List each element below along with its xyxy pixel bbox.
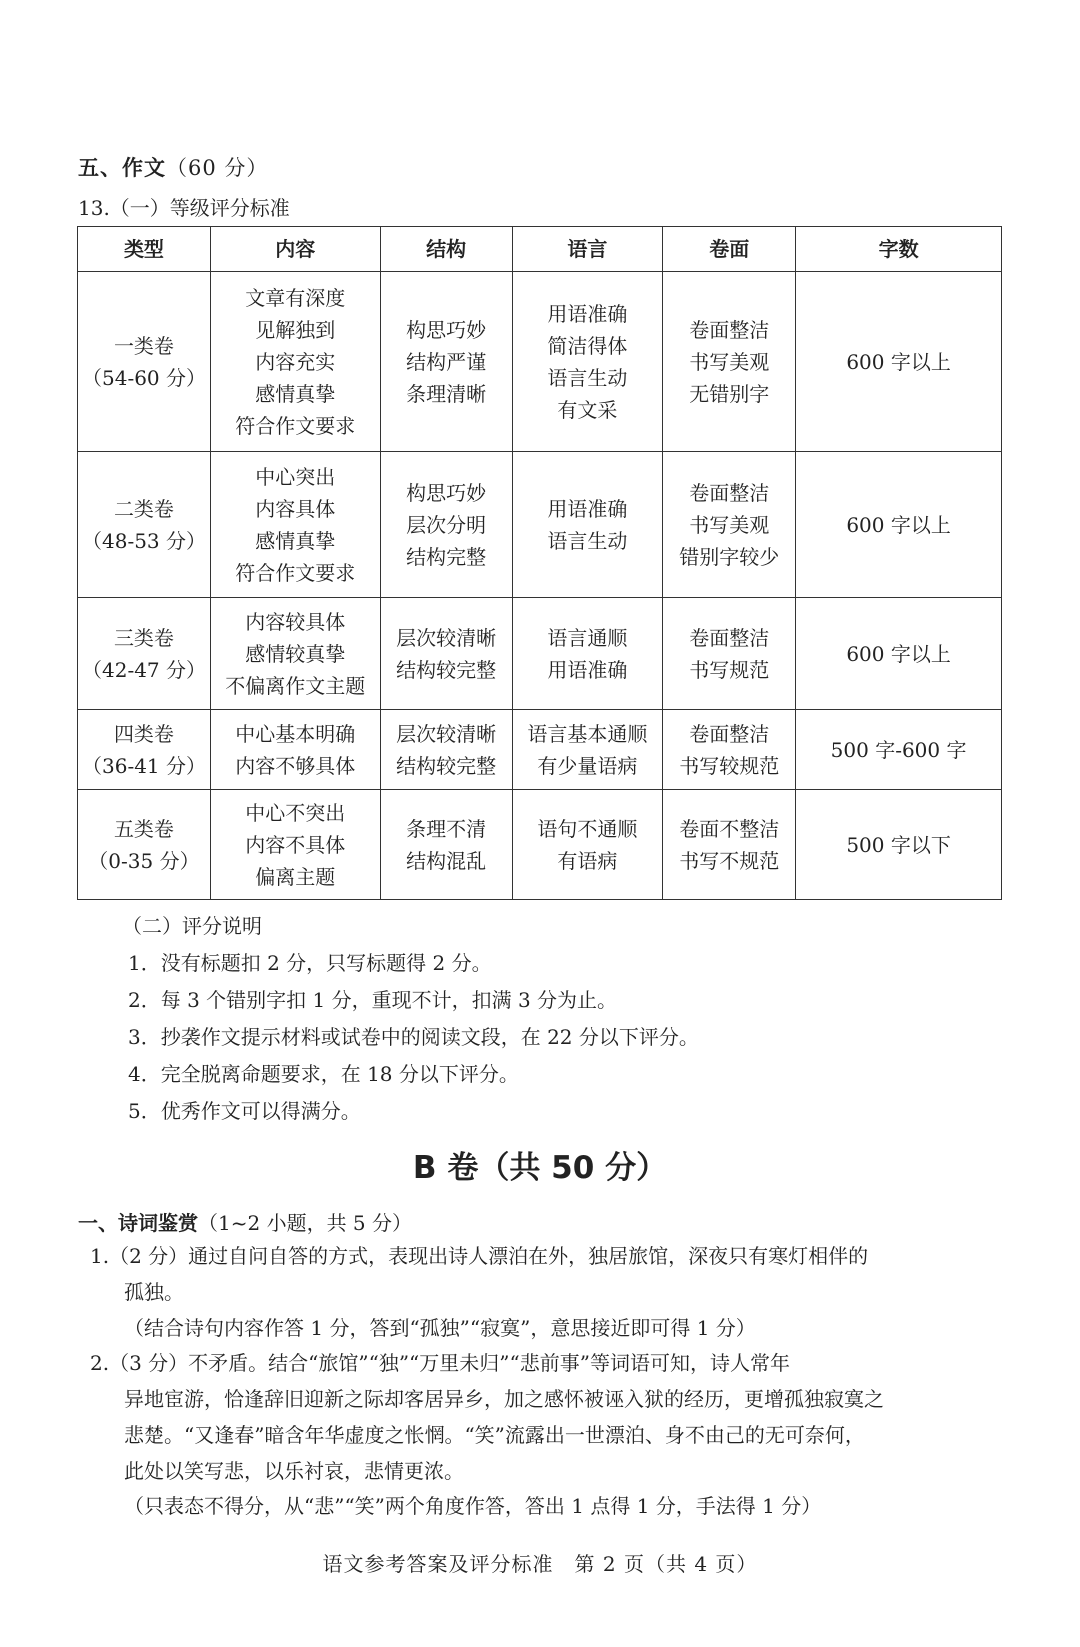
cell-line: 用语准确 [547,496,628,521]
cell-line: 语言生动 [547,365,628,390]
grading-standard-table [77,226,1002,900]
scoring-note-item: 4．完全脱离命题要求，在 18 分以下评分。 [128,1062,519,1086]
header-language: 语言 [512,227,663,272]
cell-line: （42-47 分） [82,657,207,682]
cell-type [78,710,211,790]
cell-line: 卷面整洁 [689,480,770,505]
cell-line: （48-53 分） [82,528,207,553]
part-b-title: B 卷（共 50 分） [412,1150,668,1186]
table-row [78,710,1002,790]
cell-line: 书写较规范 [679,753,780,778]
poetry-section-title [78,1207,412,1236]
cell-line: 卷面不整洁 [679,816,780,841]
poetry-title-text: 一、诗词鉴赏 [78,1211,198,1235]
answer-q2 [90,1345,1002,1489]
cell-line: 二类卷 [113,496,174,521]
cell-line: 结构较完整 [396,753,497,778]
cell-content [210,790,380,900]
section-points: （60 分） [166,156,269,180]
section-title-composition [78,152,268,182]
cell-line: 构思巧妙 [406,480,487,505]
cell-line: 内容具体 [255,496,336,521]
cell-line: 内容不够具体 [235,753,356,778]
scoring-notes [122,908,699,1130]
cell-line: 语言通顺 [547,625,628,650]
cell-line: 构思巧妙 [406,317,487,342]
cell-structure [380,710,512,790]
cell-line: 见解独到 [255,317,336,342]
question-13-label: 13.（一）等级评分标准 [78,196,290,220]
cell-type [78,790,211,900]
cell-content [210,710,380,790]
cell-line: 感情真挚 [255,528,336,553]
cell-language [512,272,663,452]
cell-line: （36-41 分） [82,753,207,778]
cell-language [512,452,663,598]
cell-surface [663,452,796,598]
cell-line: 语言生动 [547,528,628,553]
header-content: 内容 [210,227,380,272]
cell-line: 符合作文要求 [235,413,356,438]
cell-line: 结构严谨 [406,349,487,374]
answer-q2-note: （只表态不得分，从“悲”“笑”两个角度作答，答出 1 点得 1 分，手法得 1 分） [124,1494,822,1518]
cell-surface [663,272,796,452]
cell-type [78,452,211,598]
cell-language [512,790,663,900]
cell-line: 层次分明 [406,512,487,537]
cell-line: 条理清晰 [406,381,487,406]
cell-line: 简洁得体 [547,333,628,358]
cell-line: 有语病 [557,848,618,873]
cell-line: 语句不通顺 [537,816,638,841]
cell-line: 书写规范 [689,657,770,682]
cell-line: 书写美观 [689,512,770,537]
cell-surface [663,710,796,790]
cell-line: 语言基本通顺 [527,721,648,746]
cell-line: 一类卷 [113,333,174,358]
cell-words: 600 字以上 [796,272,1002,452]
poetry-points: （1~2 小题，共 5 分） [198,1211,413,1235]
cell-line: 偏离主题 [255,864,336,889]
cell-line: 有少量语病 [537,753,638,778]
table-row [78,272,1002,452]
table-row [78,790,1002,900]
answer-line: 此处以笑写悲，以乐衬哀，悲情更浓。 [124,1459,464,1483]
cell-line: 中心基本明确 [235,721,356,746]
cell-line: 文章有深度 [245,285,346,310]
answer-q1 [90,1238,1002,1310]
cell-line: 卷面整洁 [689,317,770,342]
cell-line: 层次较清晰 [396,721,497,746]
cell-line: 书写不规范 [679,848,780,873]
scoring-note-item: 2．每 3 个错别字扣 1 分，重现不计，扣满 3 分为止。 [128,988,618,1012]
cell-line: 无错别字 [689,381,770,406]
cell-line: 结构完整 [406,544,487,569]
cell-structure [380,598,512,710]
section-title-text: 五、作文 [78,155,166,180]
cell-line: 用语准确 [547,657,628,682]
table-header-row [78,227,1002,272]
header-type: 类型 [78,227,211,272]
cell-line: （54-60 分） [82,365,207,390]
cell-line: 不偏离作文主题 [225,673,366,698]
table-row [78,452,1002,598]
cell-surface [663,790,796,900]
header-structure: 结构 [380,227,512,272]
cell-type [78,598,211,710]
cell-line: 结构混乱 [406,848,487,873]
header-words: 字数 [796,227,1002,272]
scoring-note-item: 1．没有标题扣 2 分，只写标题得 2 分。 [128,951,492,975]
cell-line: 条理不清 [406,816,487,841]
scoring-note-item: 5．优秀作文可以得满分。 [128,1099,361,1123]
cell-line: 四类卷 [113,721,174,746]
cell-content [210,452,380,598]
cell-words: 600 字以上 [796,598,1002,710]
cell-line: 结构较完整 [396,657,497,682]
answer-line: 1.（2 分）通过自问自答的方式，表现出诗人漂泊在外，独居旅馆，深夜只有寒灯相伴的 [90,1244,869,1268]
page-footer: 语文参考答案及评分标准 第 2 页（共 4 页） [322,1552,758,1576]
cell-line: 书写美观 [689,349,770,374]
table-row [78,598,1002,710]
cell-content [210,272,380,452]
answer-line: 孤独。 [124,1280,184,1304]
cell-words: 600 字以上 [796,452,1002,598]
answer-line: 悲楚。“又逢春”暗含年华虚度之怅惘。“笑”流露出一世漂泊、身不由己的无可奈何， [124,1423,865,1447]
cell-line: 中心突出 [255,464,336,489]
cell-line: 卷面整洁 [689,721,770,746]
cell-language [512,710,663,790]
scoring-notes-heading: （二）评分说明 [122,914,262,938]
cell-line: 内容充实 [255,349,336,374]
cell-content [210,598,380,710]
header-surface: 卷面 [663,227,796,272]
cell-structure [380,790,512,900]
cell-line: 五类卷 [113,816,174,841]
cell-line: 内容不具体 [245,832,346,857]
cell-words: 500 字以下 [796,790,1002,900]
cell-words: 500 字-600 字 [796,710,1002,790]
cell-language [512,598,663,710]
cell-line: 用语准确 [547,301,628,326]
cell-line: 感情较真挚 [245,641,346,666]
cell-line: 层次较清晰 [396,625,497,650]
cell-line: 三类卷 [113,625,174,650]
answer-line: 2.（3 分）不矛盾。结合“旅馆”“独”“万里未归”“悲前事”等词语可知，诗人常年 [90,1351,790,1375]
cell-structure [380,452,512,598]
answer-line: 异地宦游，恰逢辞旧迎新之际却客居异乡，加之感怀被诬入狱的经历，更增孤独寂寞之 [124,1387,884,1411]
cell-surface [663,598,796,710]
cell-line: 感情真挚 [255,381,336,406]
answer-q1-note: （结合诗句内容作答 1 分，答到“孤独”“寂寞”，意思接近即可得 1 分） [124,1316,756,1340]
cell-line: 中心不突出 [245,800,346,825]
cell-structure [380,272,512,452]
cell-line: （0-35 分） [88,848,200,873]
scoring-note-item: 3．抄袭作文提示材料或试卷中的阅读文段，在 22 分以下评分。 [128,1025,699,1049]
cell-type [78,272,211,452]
cell-line: 内容较具体 [245,609,346,634]
cell-line: 卷面整洁 [689,625,770,650]
cell-line: 错别字较少 [679,544,780,569]
cell-line: 符合作文要求 [235,560,356,585]
cell-line: 有文采 [557,397,618,422]
